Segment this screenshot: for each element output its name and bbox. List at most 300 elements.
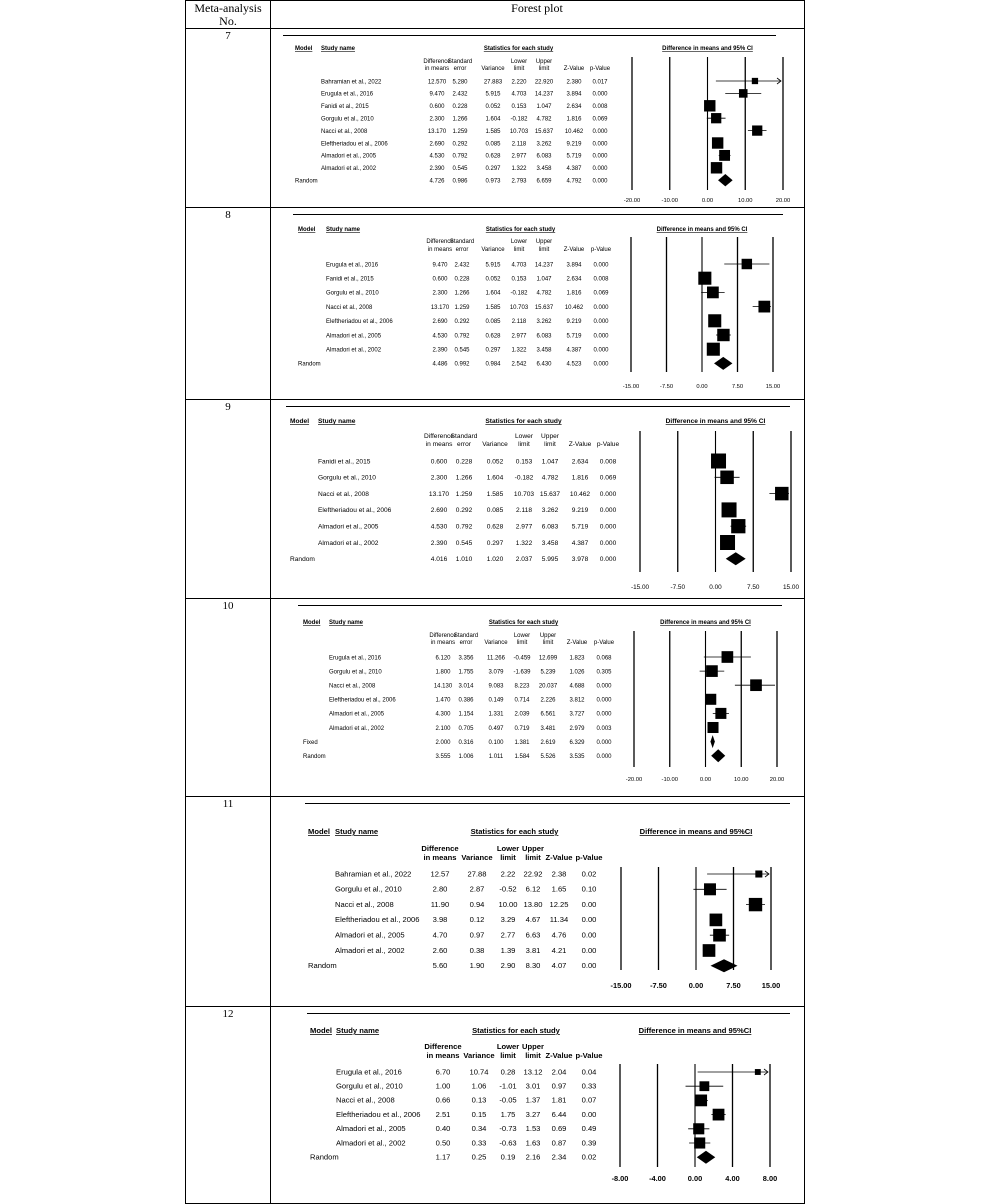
- row-stat-value: 1.39: [500, 945, 516, 955]
- row-stat-value: -0.63: [499, 1138, 517, 1148]
- meta-analysis-number: 9: [225, 401, 231, 413]
- forest-plot-10: [223, 600, 785, 783]
- row-stat-value: 10.703: [513, 490, 535, 498]
- row-stat-value: 1.81: [551, 1095, 567, 1105]
- row-stat-value: 0.085: [485, 141, 501, 148]
- row-study-name: Nacci et al., 2008: [336, 1095, 395, 1105]
- row-stat-value: 0.000: [593, 262, 609, 269]
- row-stat-value: -1.639: [513, 669, 531, 676]
- row-stat-value: 13.170: [428, 490, 450, 498]
- model-header: Model: [303, 620, 321, 626]
- forest-plots: [223, 30, 800, 1183]
- study-effect-square: [698, 272, 711, 285]
- row-stat-value: 1.816: [566, 116, 582, 123]
- row-stat-value: 1.90: [469, 961, 485, 971]
- column-header-line1: Difference: [429, 633, 457, 639]
- row-stat-value: 0.00: [581, 945, 597, 955]
- row-stat-value: 2.118: [511, 319, 527, 326]
- row-stat-value: 2.51: [435, 1109, 451, 1119]
- row-stat-value: 0.66: [435, 1095, 451, 1105]
- column-header-line2: p-Value: [575, 1051, 603, 1060]
- study-effect-square: [755, 870, 762, 877]
- row-stat-value: 1.816: [566, 290, 582, 297]
- row-stat-value: 3.535: [569, 754, 585, 760]
- column-header-line1: Standard: [453, 633, 479, 639]
- row-stat-value: 1.823: [569, 655, 585, 662]
- x-tick-label: 7.50: [726, 981, 741, 990]
- study-effect-square: [704, 100, 715, 111]
- row-stat-value: 4.016: [430, 556, 448, 564]
- column-header-line2: Variance: [481, 247, 505, 253]
- row-stat-value: 0.02: [581, 869, 597, 879]
- column-header-line2: limit: [513, 66, 525, 72]
- study-effect-square: [710, 914, 723, 927]
- column-header-line2: in means: [423, 853, 457, 862]
- row-stat-value: 1.047: [536, 276, 552, 283]
- row-stat-value: 2.619: [540, 739, 556, 746]
- row-stat-value: 0.000: [599, 556, 617, 564]
- row-stat-value: 4.726: [429, 178, 445, 185]
- row-stat-value: 0.97: [469, 930, 485, 940]
- row-stat-value: 1.584: [514, 754, 530, 760]
- row-study-name: Eleftheriadou et al., 2006: [318, 507, 392, 515]
- study-effect-square: [720, 471, 733, 484]
- x-tick-label: -4.00: [649, 1174, 666, 1183]
- row-stat-value: 0.149: [488, 697, 504, 704]
- row-stat-value: -0.73: [499, 1124, 517, 1134]
- stats-header: Statistics for each study: [488, 620, 559, 626]
- column-header-line1: Difference: [426, 239, 454, 245]
- row-stat-value: 2.220: [511, 79, 527, 86]
- row-stat-value: 11.266: [487, 655, 505, 662]
- x-tick-label: 0.00: [687, 1174, 703, 1183]
- row-stat-value: 4.70: [432, 930, 448, 940]
- row-stat-value: 2.979: [569, 725, 585, 732]
- study-name-header: Study name: [329, 620, 364, 626]
- row-stat-value: 0.40: [435, 1124, 451, 1134]
- row-stat-value: 4.703: [511, 91, 527, 98]
- row-stat-value: 5.995: [541, 556, 559, 564]
- column-header-line1: Upper: [522, 844, 544, 853]
- row-stat-value: 3.458: [541, 539, 559, 547]
- x-tick-label: 20.00: [775, 198, 791, 204]
- column-header-line1: Difference: [424, 1042, 462, 1051]
- study-effect-square: [706, 665, 718, 677]
- row-stat-value: 2.100: [435, 725, 451, 732]
- row-stat-value: 0.153: [515, 458, 533, 466]
- row-stat-value: 0.973: [485, 178, 501, 185]
- x-tick-label: 4.00: [725, 1174, 740, 1183]
- row-stat-value: 0.085: [486, 507, 504, 515]
- row-stat-value: 10.74: [469, 1067, 489, 1077]
- row-stat-value: 0.052: [485, 276, 501, 283]
- row-study-name: Almadori et al., 2005: [335, 930, 405, 940]
- row-stat-value: 6.120: [435, 655, 451, 662]
- row-stat-value: 0.305: [596, 669, 612, 676]
- row-stat-value: 1.585: [485, 128, 501, 135]
- row-stat-value: 3.894: [566, 262, 582, 269]
- row-stat-value: 5.915: [485, 91, 501, 98]
- row-stat-value: 4.703: [511, 262, 527, 269]
- row-stat-value: 0.386: [458, 697, 474, 704]
- row-stat-value: 9.219: [566, 141, 582, 148]
- header-col2: Forest plot: [511, 1, 563, 15]
- column-header-line2: p-Value: [590, 247, 612, 253]
- row-stat-value: 0.07: [581, 1095, 597, 1105]
- row-stat-value: 0.00: [581, 1109, 597, 1119]
- column-header-line1: Lower: [510, 239, 528, 245]
- row-stat-value: 3.29: [500, 915, 516, 925]
- row-study-name: Nacci et al., 2008: [318, 490, 369, 498]
- column-header-line1: Upper: [535, 239, 553, 245]
- column-header-line2: limit: [542, 640, 554, 646]
- row-stat-value: 0.34: [471, 1124, 487, 1134]
- row-stat-value: 6.12: [525, 884, 541, 894]
- row-stat-value: 0.00: [581, 930, 597, 940]
- row-stat-value: 22.920: [534, 79, 554, 86]
- row-stat-value: 2.22: [500, 869, 516, 879]
- row-stat-value: 2.432: [452, 91, 468, 98]
- row-stat-value: 5.719: [571, 523, 589, 531]
- row-study-name: Erugula et al., 2016: [321, 91, 374, 98]
- row-stat-value: 10.00: [498, 899, 518, 909]
- summary-diamond: [697, 1151, 715, 1164]
- row-stat-value: 1.011: [488, 754, 504, 760]
- row-stat-value: 0.292: [454, 319, 470, 326]
- row-stat-value: 0.94: [469, 899, 485, 909]
- row-stat-value: 2.77: [500, 930, 516, 940]
- row-study-name: Fanidi et al., 2015: [318, 458, 371, 466]
- row-study-name: Fanidi et al., 2015: [326, 276, 374, 283]
- row-stat-value: 0.33: [581, 1081, 597, 1091]
- study-effect-square: [731, 519, 745, 533]
- row-stat-value: 10.462: [569, 490, 591, 498]
- row-stat-value: 2.300: [432, 290, 448, 297]
- stats-header: Statistics for each study: [485, 227, 556, 233]
- row-stat-value: 0.000: [599, 523, 617, 531]
- study-effect-square: [713, 1109, 725, 1121]
- row-stat-value: 1.755: [458, 669, 474, 676]
- row-stat-value: 1.604: [486, 474, 504, 482]
- row-stat-value: 0.000: [599, 539, 617, 547]
- row-stat-value: 0.052: [486, 458, 504, 466]
- row-stat-value: 27.883: [483, 79, 503, 86]
- study-effect-square: [704, 883, 716, 895]
- study-effect-square: [739, 89, 748, 98]
- x-tick-label: -15.00: [630, 584, 650, 591]
- row-stat-value: 0.545: [452, 166, 468, 173]
- row-stat-value: 4.21: [551, 945, 567, 955]
- row-stat-value: -0.182: [510, 290, 528, 297]
- row-stat-value: 0.000: [592, 166, 608, 173]
- column-header-line2: error: [453, 66, 467, 72]
- column-header-line2: limit: [538, 66, 550, 72]
- row-stat-value: 1.266: [452, 116, 468, 123]
- model-header: Model: [298, 227, 316, 233]
- column-header-line2: limit: [525, 853, 541, 862]
- column-header-line2: p-Value: [593, 640, 615, 646]
- row-stat-value: 4.530: [432, 333, 448, 340]
- row-stat-value: 4.530: [430, 523, 448, 531]
- row-stat-value: 3.079: [488, 669, 504, 676]
- study-effect-square: [752, 78, 758, 84]
- row-stat-value: 2.226: [540, 697, 556, 704]
- row-study-name: Almadori et al., 2002: [326, 347, 382, 354]
- row-stat-value: 15.637: [534, 304, 554, 311]
- study-effect-square: [703, 944, 716, 957]
- row-stat-value: 1.010: [455, 556, 473, 564]
- row-stat-value: 1.604: [485, 290, 501, 297]
- row-stat-value: 2.037: [515, 556, 533, 564]
- row-stat-value: 20.037: [538, 683, 558, 690]
- row-stat-value: 2.793: [511, 178, 527, 185]
- row-stat-value: 12.57: [430, 869, 450, 879]
- x-tick-label: -7.50: [659, 384, 674, 390]
- row-stat-value: 1.026: [569, 669, 585, 676]
- row-stat-value: 1.585: [486, 490, 504, 498]
- row-stat-value: 1.006: [458, 754, 474, 760]
- row-study-name: Gorgulu et al., 2010: [326, 290, 379, 297]
- row-stat-value: 1.37: [525, 1095, 541, 1105]
- row-stat-value: 0.19: [500, 1152, 516, 1162]
- row-stat-value: 0.628: [486, 523, 504, 531]
- row-study-name: Bahramian et al., 2022: [321, 79, 382, 86]
- row-stat-value: 0.000: [596, 683, 612, 690]
- row-stat-value: 9.083: [488, 683, 504, 690]
- column-header-line2: Z-Value: [545, 853, 573, 862]
- row-stat-value: 2.977: [515, 523, 533, 531]
- row-stat-value: 1.63: [525, 1138, 541, 1148]
- row-stat-value: -0.05: [499, 1095, 517, 1105]
- column-header-line2: limit: [518, 441, 530, 448]
- row-stat-value: 0.000: [593, 304, 609, 311]
- row-stat-value: 5.719: [566, 333, 582, 340]
- row-stat-value: 2.000: [435, 739, 451, 746]
- column-header-line2: Variance: [481, 66, 505, 72]
- row-stat-value: 4.76: [551, 930, 567, 940]
- row-stat-value: 6.083: [536, 333, 552, 340]
- row-stat-value: 2.87: [469, 884, 485, 894]
- row-stat-value: 4.67: [525, 915, 541, 925]
- row-stat-value: -1.01: [499, 1081, 517, 1091]
- study-name-header: Study name: [318, 418, 356, 425]
- row-stat-value: 5.60: [432, 961, 448, 971]
- row-stat-value: 0.292: [455, 507, 473, 515]
- row-stat-value: 13.170: [430, 304, 450, 311]
- row-study-name: Eleftheriadou et al., 2006: [321, 141, 388, 148]
- column-header-line1: Difference: [421, 844, 459, 853]
- row-study-name: Bahramian et al., 2022: [335, 869, 412, 879]
- row-stat-value: 6.70: [435, 1067, 451, 1077]
- row-model-label: Fixed: [303, 739, 318, 746]
- row-stat-value: 9.219: [571, 507, 589, 515]
- ci-header: Difference in means and 95%CI: [638, 1026, 752, 1035]
- row-stat-value: 0.984: [485, 361, 501, 368]
- table-header: [194, 1, 563, 28]
- row-stat-value: 3.555: [435, 754, 451, 760]
- row-model-label: Random: [303, 754, 326, 760]
- row-stat-value: 2.34: [551, 1152, 567, 1162]
- row-stat-value: 0.153: [511, 104, 527, 111]
- row-stat-value: 0.228: [452, 104, 468, 111]
- study-effect-square: [713, 929, 726, 942]
- row-stat-value: 1.00: [435, 1081, 451, 1091]
- row-stat-value: -0.182: [514, 474, 534, 482]
- column-header-line1: Standard: [449, 239, 475, 245]
- row-stat-value: 0.497: [488, 725, 504, 732]
- row-stat-value: 22.92: [523, 869, 543, 879]
- study-name-header: Study name: [336, 1026, 380, 1035]
- row-stat-value: 2.039: [514, 711, 530, 718]
- row-stat-value: 0.792: [455, 523, 473, 531]
- row-stat-value: 3.27: [525, 1109, 541, 1119]
- row-stat-value: 8.223: [514, 683, 530, 690]
- row-stat-value: 0.292: [452, 141, 468, 148]
- row-model-label: Random: [298, 361, 321, 368]
- row-stat-value: 0.000: [592, 128, 608, 135]
- row-stat-value: 5.719: [566, 153, 582, 160]
- row-study-name: Eleftheriadou et al., 2006: [326, 319, 393, 326]
- study-effect-square: [707, 722, 718, 733]
- summary-diamond: [710, 735, 714, 748]
- row-stat-value: 0.87: [551, 1138, 567, 1148]
- row-stat-value: 0.069: [592, 116, 608, 123]
- x-tick-label: -20.00: [623, 198, 641, 204]
- row-stat-value: 2.300: [430, 474, 448, 482]
- row-study-name: Erugula et al., 2016: [329, 655, 382, 662]
- row-stat-value: 12.25: [549, 899, 569, 909]
- x-tick-label: -7.50: [670, 584, 686, 591]
- row-stat-value: 12.699: [538, 655, 558, 662]
- column-header-line2: Variance: [482, 441, 508, 448]
- row-study-name: Almadori et al., 2005: [321, 153, 377, 160]
- column-header-line2: Variance: [463, 1051, 495, 1060]
- column-header-line2: limit: [525, 1051, 541, 1060]
- row-stat-value: 0.000: [592, 153, 608, 160]
- row-stat-value: 0.228: [455, 458, 473, 466]
- row-study-name: Erugula et al., 2016: [326, 262, 379, 269]
- column-header-line2: Variance: [484, 640, 508, 646]
- row-stat-value: 3.481: [540, 725, 556, 732]
- column-header-line2: Z-Value: [563, 66, 585, 72]
- row-stat-value: 3.262: [541, 507, 559, 515]
- study-effect-square: [705, 694, 716, 705]
- row-stat-value: 9.470: [429, 91, 445, 98]
- row-stat-value: 1.470: [435, 697, 451, 704]
- row-stat-value: 1.381: [514, 739, 530, 746]
- row-stat-value: 10.462: [564, 128, 584, 135]
- row-stat-value: 1.322: [511, 166, 527, 173]
- forest-plot-11: [223, 798, 790, 990]
- x-tick-label: 8.00: [762, 1174, 778, 1183]
- row-stat-value: 3.894: [566, 91, 582, 98]
- row-stat-value: 13.170: [427, 128, 447, 135]
- column-header-line1: Lower: [496, 1042, 520, 1051]
- row-stat-value: 2.390: [432, 347, 448, 354]
- row-stat-value: 0.000: [596, 739, 612, 746]
- row-stat-value: 3.98: [432, 915, 448, 925]
- stats-header: Statistics for each study: [470, 827, 559, 836]
- column-header-line2: Z-Value: [545, 1051, 573, 1060]
- row-stat-value: 6.329: [569, 739, 585, 746]
- x-tick-label: -20.00: [625, 777, 643, 783]
- row-stat-value: 1.75: [500, 1109, 516, 1119]
- column-header-line1: Standard: [447, 59, 473, 65]
- column-header-line2: in means: [426, 1051, 460, 1060]
- row-stat-value: 4.387: [566, 347, 582, 354]
- row-study-name: Nacci et al., 2008: [335, 899, 394, 909]
- study-effect-square: [695, 1095, 707, 1107]
- row-stat-value: 2.634: [566, 276, 582, 283]
- x-tick-label: 10.00: [733, 777, 749, 783]
- row-stat-value: 0.297: [485, 166, 501, 173]
- x-tick-label: 15.00: [765, 384, 781, 390]
- study-effect-square: [711, 454, 726, 469]
- row-stat-value: 2.634: [571, 458, 589, 466]
- meta-analysis-number: 7: [225, 30, 231, 42]
- study-effect-square: [712, 137, 723, 148]
- column-header-line2: limit: [513, 247, 525, 253]
- row-study-name: Almadori et al., 2005: [318, 523, 379, 531]
- row-stat-value: 2.90: [500, 961, 516, 971]
- row-study-name: Eleftheriadou et al., 2006: [336, 1109, 421, 1119]
- row-stat-value: 0.00: [581, 915, 597, 925]
- x-tick-label: 0.00: [709, 584, 722, 591]
- row-study-name: Almadori et al., 2005: [326, 333, 382, 340]
- column-header-line2: in means: [430, 640, 456, 646]
- row-stat-value: 1.322: [515, 539, 533, 547]
- forest-plot-7: [225, 30, 790, 204]
- row-stat-value: 2.60: [432, 945, 448, 955]
- row-stat-value: 0.69: [551, 1124, 567, 1134]
- x-tick-label: -8.00: [611, 1174, 629, 1183]
- study-effect-square: [722, 502, 737, 517]
- row-stat-value: 0.986: [452, 178, 468, 185]
- row-stat-value: 10.703: [509, 128, 529, 135]
- row-stat-value: 0.33: [471, 1138, 487, 1148]
- study-effect-square: [694, 1137, 705, 1148]
- row-stat-value: 0.714: [514, 697, 530, 704]
- row-stat-value: 0.153: [511, 276, 527, 283]
- column-header-line1: Difference: [424, 433, 454, 440]
- row-stat-value: 0.97: [551, 1081, 567, 1091]
- study-effect-square: [775, 487, 788, 500]
- row-stat-value: 1.331: [488, 711, 504, 718]
- row-stat-value: 0.00: [581, 899, 597, 909]
- study-effect-square: [693, 1123, 704, 1134]
- ci-header: Difference in means and 95% CI: [660, 620, 751, 626]
- column-header-line2: in means: [425, 441, 453, 448]
- row-stat-value: 1.585: [485, 304, 501, 311]
- row-stat-value: 0.000: [593, 333, 609, 340]
- row-stat-value: 6.44: [551, 1109, 567, 1119]
- row-stat-value: 1.06: [471, 1081, 487, 1091]
- row-stat-value: 0.008: [599, 458, 617, 466]
- row-stat-value: 3.81: [525, 945, 541, 955]
- study-effect-square: [719, 150, 730, 161]
- row-stat-value: 5.239: [540, 669, 556, 676]
- row-study-name: Almadori et al., 2002: [335, 945, 405, 955]
- row-stat-value: 4.387: [566, 166, 582, 173]
- study-effect-square: [750, 679, 762, 691]
- row-stat-value: 2.390: [430, 539, 448, 547]
- row-stat-value: 4.792: [566, 178, 582, 185]
- row-stat-value: 0.49: [581, 1124, 597, 1134]
- row-stat-value: 0.069: [599, 474, 617, 482]
- row-stat-value: 0.000: [593, 361, 609, 368]
- column-header-line1: Difference: [423, 59, 451, 65]
- column-header-line2: Z-Value: [563, 247, 585, 253]
